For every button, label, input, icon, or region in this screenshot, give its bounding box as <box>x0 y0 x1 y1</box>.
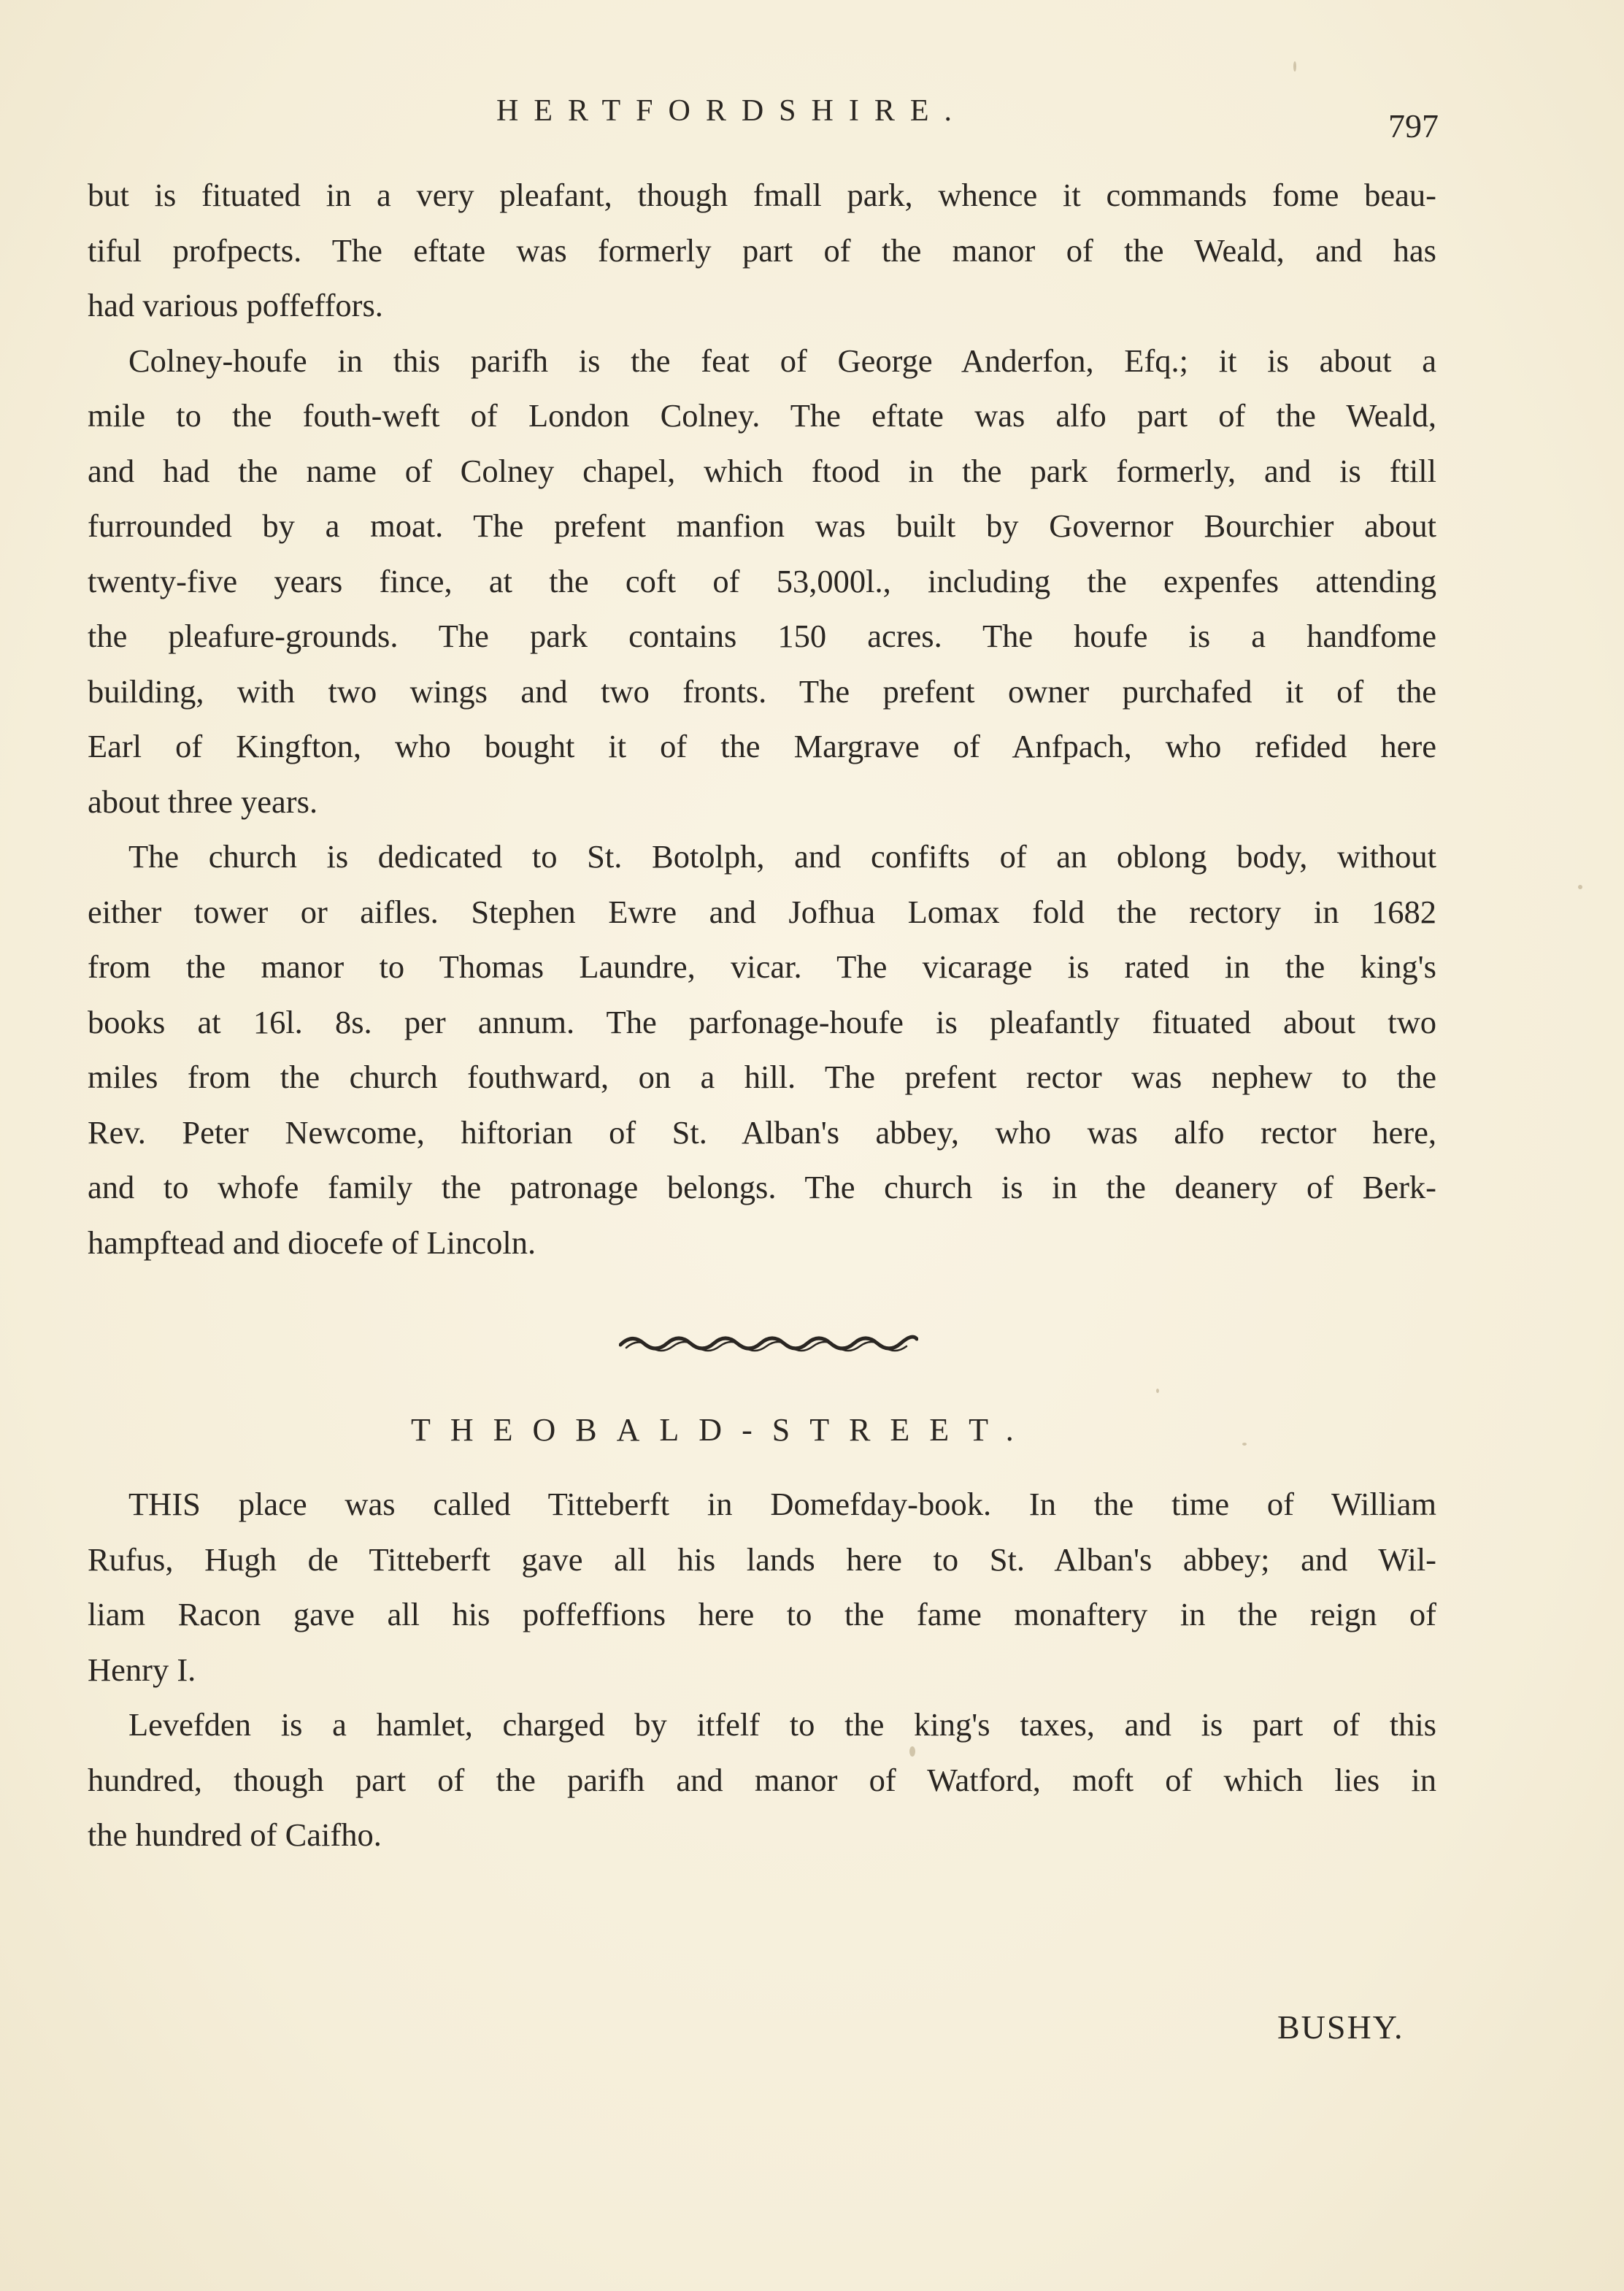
text-line: the hundred of Caifho. <box>88 1816 382 1853</box>
text-line: but is fituated in a very pleafant, though fmall park, whence it commands fome beau- <box>88 177 1436 213</box>
text-line: about three years. <box>88 783 318 820</box>
text-line: furrounded by a moat. The prefent manfion was built by Governor Bourchier about <box>88 507 1436 544</box>
section-heading: THEOBALD-STREET. <box>411 1412 1034 1448</box>
text-line: THIS place was called Titteberft in Domefday-book. In the time of William <box>128 1486 1436 1522</box>
text-line: miles from the church fouthward, on a hill. The prefent rector was nephew to the <box>88 1059 1436 1095</box>
text-line: and to whofe family the patronage belongs. The church is in the deanery of Berk- <box>88 1169 1436 1205</box>
text-line: Colney-houfe in this parifh is the feat of George Anderfon, Efq.; it is about a <box>128 342 1436 379</box>
text-line: Earl of Kingfton, who bought it of the Margrave of Anfpach, who refided here <box>88 728 1436 764</box>
text-line: Rufus, Hugh de Titteberft gave all his lands here to St. Alban's abbey; and Wil- <box>88 1540 1436 1578</box>
paper-speck <box>1293 61 1296 72</box>
paper-speck <box>1242 1443 1247 1446</box>
section-colney-text <box>88 168 1436 1270</box>
section-theobald-text <box>88 1477 1436 1863</box>
text-line: tiful profpects. The eftate was formerly part of the manor of the Weald, and has <box>88 231 1436 269</box>
text-line: Levefden is a hamlet, charged by itfelf to the king's taxes, and is part of this <box>128 1706 1436 1743</box>
text-line: building, with two wings and two fronts. The prefent owner purchafed it of the <box>88 672 1436 710</box>
text-line: The church is dedicated to St. Botolph, and confifts of an oblong body, without <box>128 838 1436 875</box>
text-line: liam Racon gave all his poffeffions here to the fame monaftery in the reign of <box>88 1596 1436 1632</box>
text-line: hundred, though part of the parifh and manor of Watford, moft of which lies in <box>88 1761 1436 1798</box>
page-number: 797 <box>1388 107 1439 145</box>
catchword: BUSHY. <box>1277 2008 1404 2046</box>
paper-speck <box>909 1746 915 1757</box>
text-line: mile to the fouth-weft of London Colney. The eftate was alfo part of the Weald, <box>88 397 1436 434</box>
paper-speck <box>1578 885 1582 889</box>
text-line: and had the name of Colney chapel, which ftood in the park formerly, and is ftill <box>88 452 1436 489</box>
running-head-title: HERTFORDSHIRE. <box>496 94 968 128</box>
text-line: twenty-five years fince, at the coft of 53,000l., including the expenfes attending <box>88 562 1436 599</box>
text-line: from the manor to Thomas Laundre, vicar. The vicarage is rated in the king's <box>88 948 1436 985</box>
paper-speck <box>1156 1389 1159 1393</box>
text-line: either tower or aifles. Stephen Ewre and Jofhua Lomax fold the rectory in 1682 <box>88 893 1436 930</box>
text-line: Henry I. <box>88 1651 196 1688</box>
text-line: had various poffeffors. <box>88 287 383 323</box>
text-line: hampftead and diocefe of Lincoln. <box>88 1224 536 1261</box>
text-line: books at 16l. 8s. per annum. The parfonage-houfe is pleafantly fituated about two <box>88 1003 1436 1040</box>
ornamental-divider <box>619 1330 918 1352</box>
text-line: the pleafure-grounds. The park contains 150 acres. The houfe is a handfome <box>88 618 1436 654</box>
text-line: Rev. Peter Newcome, hiftorian of St. Alban's abbey, who was alfo rector here, <box>88 1113 1436 1151</box>
